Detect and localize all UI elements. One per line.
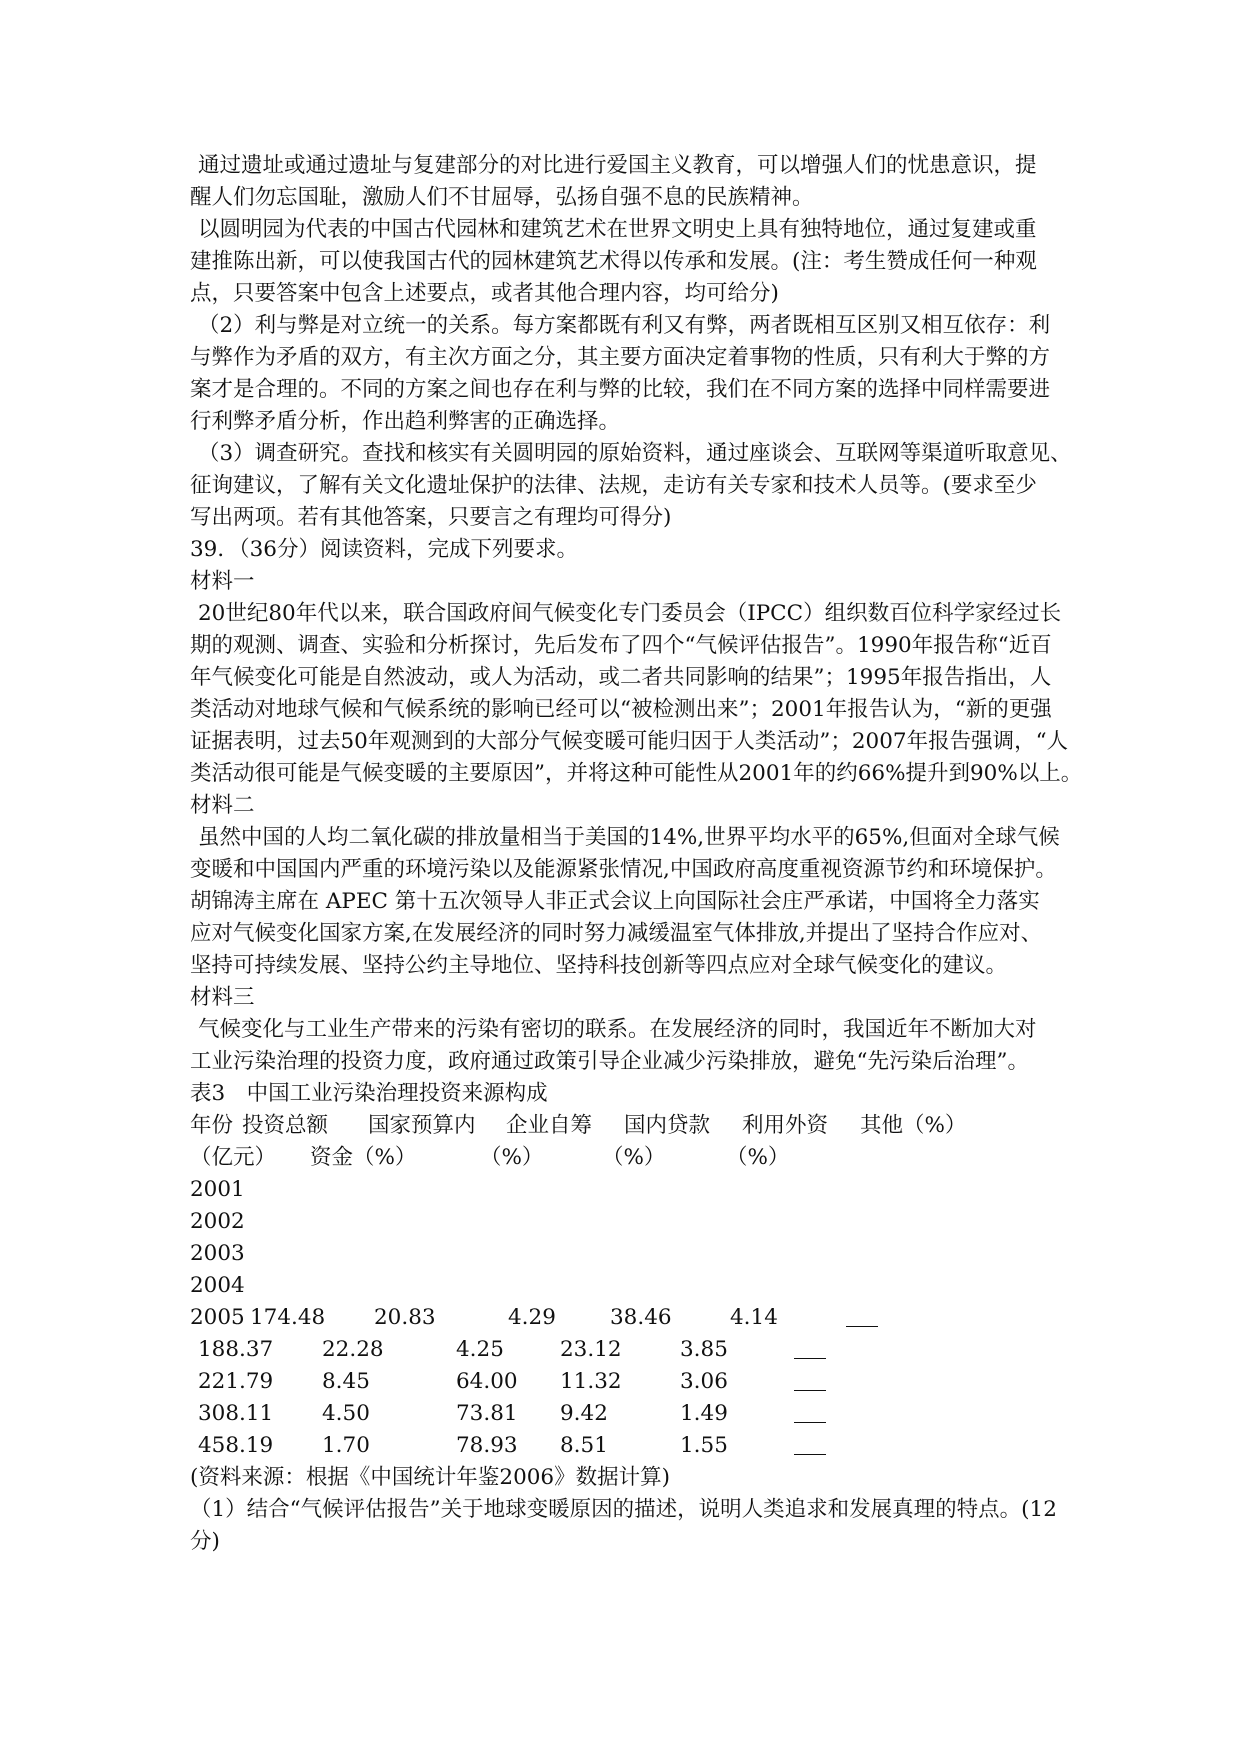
para-line: 类活动对地球气候和气候系统的影响已经可以“被检测出来”；2001年报告认为，“新的更强 (190, 697, 1052, 722)
table-cell: 9.42 (560, 1401, 608, 1426)
para-line: 类活动很可能是气候变暖的主要原因”，并将这种可能性从2001年的约66%提升到90%以上。 (190, 761, 1083, 786)
para-line: 胡锦涛主席在 APEC 第十五次领导人非正式会议上向国际社会庄严承诺，中国将全力落实 (190, 889, 1040, 914)
para-line: 行利弊矛盾分析，作出趋利弊害的正确选择。 (190, 409, 621, 434)
table-header: 国家预算内 (368, 1113, 476, 1138)
para-line: 变暖和中国国内严重的环境污染以及能源紧张情况,中国政府高度重视资源节约和环境保护。 (190, 857, 1057, 882)
table-header: 其他（%） (860, 1113, 967, 1138)
table-cell: 1.49 (680, 1401, 728, 1426)
para-line: 醒人们勿忘国耻，激励人们不甘屈辱，弘扬自强不息的民族精神。 (190, 185, 814, 210)
para-line: 虽然中国的人均二氧化碳的排放量相当于美国的14%,世界平均水平的65%,但面对全球气候 (198, 825, 1060, 850)
question-heading: 39．（36分）阅读资料，完成下列要求。 (190, 537, 578, 562)
para-line: 写出两项。若有其他答案，只要言之有理均可得分) (190, 505, 672, 530)
table-cell: 4.14 (730, 1305, 778, 1330)
table-header: 年份 (190, 1113, 234, 1138)
table-cell: 221.79 (198, 1369, 274, 1394)
empty-value-dash (794, 1422, 826, 1423)
para-line: 工业污染治理的投资力度，政府通过政策引导企业减少污染排放，避免“先污染后治理”。 (190, 1049, 1029, 1074)
table-cell: 64.00 (456, 1369, 518, 1394)
empty-value-dash (794, 1390, 826, 1391)
table-year: 2004 (190, 1273, 245, 1298)
para-line: 应对气候变化国家方案,在发展经济的同时努力减缓温室气体排放,并提出了坚持合作应对、 (190, 921, 1043, 946)
para-line: 20世纪80年代以来，联合国政府间气候变化专门委员会（IPCC）组织数百位科学家经过长 (198, 601, 1062, 626)
table-caption: 表3 中国工业污染治理投资来源构成 (190, 1081, 548, 1106)
para-line: 气候变化与工业生产带来的污染有密切的联系。在发展经济的同时，我国近年不断加大对 (198, 1017, 1037, 1042)
table-cell: 458.19 (198, 1433, 274, 1458)
table-year: 2002 (190, 1209, 245, 1234)
empty-value-dash (794, 1454, 826, 1455)
para-line: 案才是合理的。不同的方案之间也存在利与弊的比较，我们在不同方案的选择中同样需要进 (190, 377, 1051, 402)
table-year: 2005 (190, 1305, 245, 1330)
table-header: 国内贷款 (624, 1113, 711, 1138)
material-title: 材料二 (190, 793, 255, 818)
table-cell: 8.45 (322, 1369, 370, 1394)
table-cell: 1.55 (680, 1433, 728, 1458)
para-line: 与弊作为矛盾的双方，有主次方面之分，其主要方面决定着事物的性质，只有利大于弊的方 (190, 345, 1051, 370)
table-header: （%） (602, 1145, 666, 1170)
table-header: 利用外资 (742, 1113, 829, 1138)
table-cell: 20.83 (374, 1305, 436, 1330)
table-cell: 4.25 (456, 1337, 504, 1362)
para-line: 年气候变化可能是自然波动，或人为活动，或二者共同影响的结果”；1995年报告指出，人 (190, 665, 1052, 690)
table-cell: 8.51 (560, 1433, 608, 1458)
question-line: 分) (190, 1529, 220, 1554)
table-header: 投资总额 (242, 1113, 329, 1138)
table-cell: 3.85 (680, 1337, 728, 1362)
para-line: （3）调查研究。查找和核实有关圆明园的原始资料，通过座谈会、互联网等渠道听取意见、 (198, 441, 1072, 466)
table-cell: 4.29 (508, 1305, 556, 1330)
material-title: 材料三 (190, 985, 255, 1010)
para-line: 坚持可持续发展、坚持公约主导地位、坚持科技创新等四点应对全球气候变化的建议。 (190, 953, 1008, 978)
table-header: （%） (726, 1145, 790, 1170)
table-cell: 174.48 (250, 1305, 326, 1330)
para-line: （2）利与弊是对立统一的关系。每方案都既有利又有弊，两者既相互区别又相互依存：利 (198, 313, 1051, 338)
source-note: (资料来源：根据《中国统计年鉴2006》数据计算) (190, 1465, 670, 1490)
table-header: 资金（%） (310, 1145, 417, 1170)
empty-value-dash (846, 1326, 878, 1327)
para-line: 期的观测、调查、实验和分析探讨，先后发布了四个“气候评估报告”。1990年报告称“近百 (190, 633, 1052, 658)
question-line: （1）结合“气候评估报告”关于地球变暖原因的描述，说明人类追求和发展真理的特点。(12 (190, 1497, 1057, 1522)
para-line: 以圆明园为代表的中国古代园林和建筑艺术在世界文明史上具有独特地位，通过复建或重 (198, 217, 1037, 242)
table-cell: 23.12 (560, 1337, 622, 1362)
table-cell: 78.93 (456, 1433, 518, 1458)
table-cell: 3.06 (680, 1369, 728, 1394)
para-line: 证据表明，过去50年观测到的大部分气候变暖可能归因于人类活动”；2007年报告强调，“人 (190, 729, 1069, 754)
table-header: （%） (480, 1145, 544, 1170)
table-header: （亿元） (190, 1145, 277, 1170)
para-line: 通过遗址或通过遗址与复建部分的对比进行爱国主义教育，可以增强人们的忧患意识，提 (198, 153, 1037, 178)
table-year: 2003 (190, 1241, 245, 1266)
table-cell: 308.11 (198, 1401, 274, 1426)
table-year: 2001 (190, 1177, 245, 1202)
table-cell: 38.46 (610, 1305, 672, 1330)
para-line: 征询建议，了解有关文化遗址保护的法律、法规，走访有关专家和技术人员等。(要求至少 (190, 473, 1037, 498)
table-cell: 11.32 (560, 1369, 622, 1394)
material-title: 材料一 (190, 569, 255, 594)
table-cell: 188.37 (198, 1337, 274, 1362)
table-cell: 4.50 (322, 1401, 370, 1426)
para-line: 点，只要答案中包含上述要点，或者其他合理内容，均可给分) (190, 281, 779, 306)
para-line: 建推陈出新，可以使我国古代的园林建筑艺术得以传承和发展。(注：考生赞成任何一种观 (190, 249, 1037, 274)
table-cell: 22.28 (322, 1337, 384, 1362)
table-header: 企业自筹 (506, 1113, 593, 1138)
table-cell: 1.70 (322, 1433, 370, 1458)
table-cell: 73.81 (456, 1401, 518, 1426)
empty-value-dash (794, 1358, 826, 1359)
